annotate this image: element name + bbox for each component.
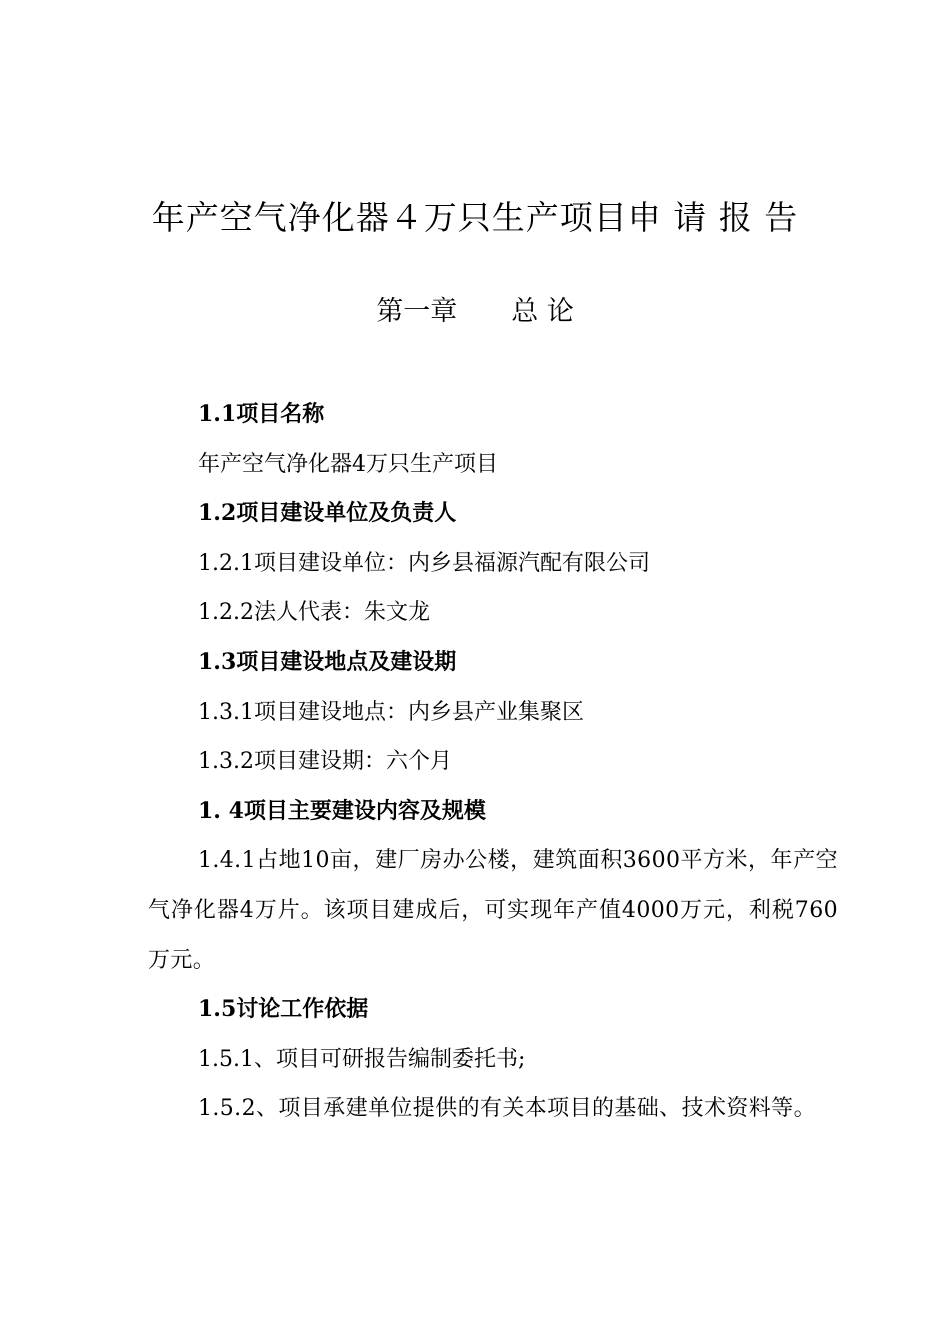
project-name-text: 年产空气净化器4万只生产项目 bbox=[198, 451, 498, 477]
construction-scale-paragraph: 1.4.1占地10亩，建厂房办公楼，建筑面积3600平方米，年产空气净化器4万片。该项目建成后，可实现年产值4000万元，利税760万元。 bbox=[148, 848, 838, 973]
construction-period-text: 1.3.2项目建设期：六个月 bbox=[198, 749, 452, 775]
document-title: 年产空气净化器４万只生产项目申 请 报 告 bbox=[151, 198, 799, 237]
chapter-title: 第一章 总 论 bbox=[376, 296, 574, 327]
section-heading-1-5: 1.5讨论工作依据 bbox=[198, 996, 369, 1023]
construction-unit-text: 1.2.1项目建设单位：内乡县福源汽配有限公司 bbox=[198, 550, 650, 576]
document-body bbox=[148, 390, 838, 1134]
basis-item-2: 1.5.2、项目承建单位提供的有关本项目的基础、技术资料等。 bbox=[198, 1096, 816, 1122]
section-heading-1-4: 1. 4项目主要建设内容及规模 bbox=[198, 797, 486, 824]
section-heading-1-1: 1.1项目名称 bbox=[198, 401, 325, 427]
legal-representative-text: 1.2.2法人代表：朱文龙 bbox=[198, 600, 430, 626]
section-heading-1-3: 1.3项目建设地点及建设期 bbox=[198, 648, 457, 675]
construction-location-text: 1.3.1项目建设地点：内乡县产业集聚区 bbox=[198, 699, 584, 725]
basis-item-1: 1.5.1、项目可研报告编制委托书; bbox=[198, 1046, 526, 1072]
section-heading-1-2: 1.2项目建设单位及负责人 bbox=[198, 500, 457, 527]
